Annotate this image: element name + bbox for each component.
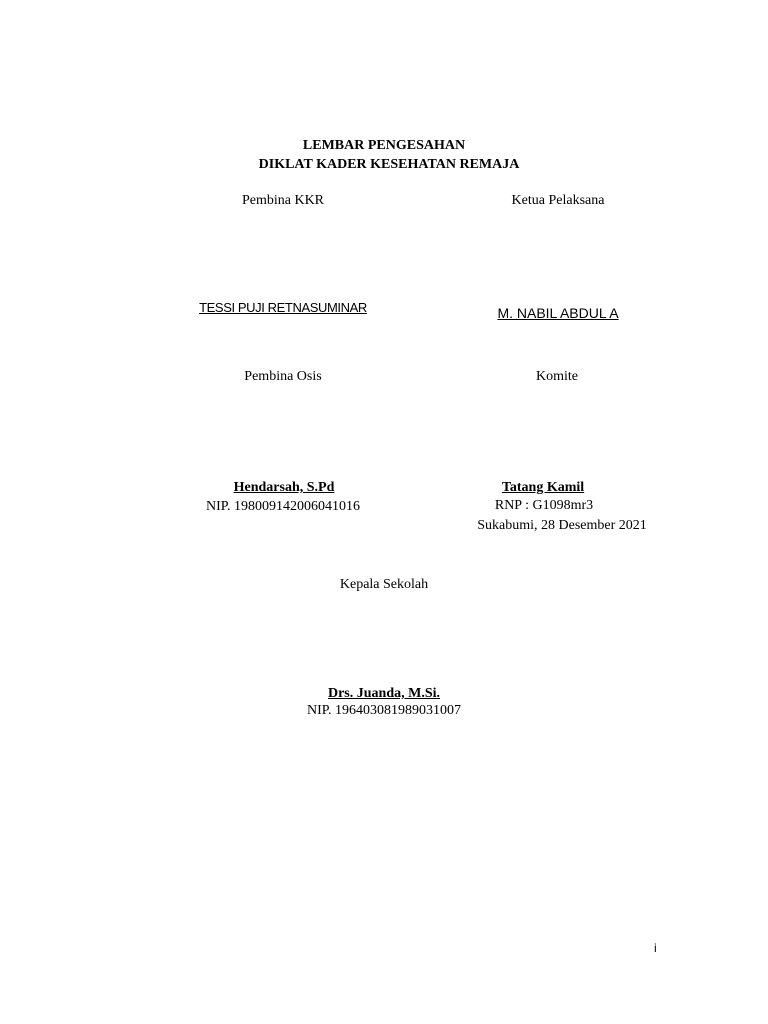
ketua-pelaksana-name: M. NABIL ABDUL A <box>497 305 619 321</box>
kepala-sekolah-role: Kepala Sekolah <box>339 577 429 592</box>
kepala-sekolah-name: Drs. Juanda, M.Si. <box>327 686 441 701</box>
page-number: i <box>654 941 657 955</box>
pembina-osis-nip: NIP. 198009142006041016 <box>205 499 361 514</box>
komite-rnp: RNP : G1098mr3 <box>494 498 594 513</box>
title-line-1: LEMBAR PENGESAHAN <box>302 138 466 153</box>
title-line-2: DIKLAT KADER KESEHATAN REMAJA <box>258 157 520 172</box>
ketua-pelaksana-role: Ketua Pelaksana <box>511 193 605 208</box>
pembina-kkr-name: TESSI PUJI RETNASUMINAR <box>199 300 367 315</box>
pembina-kkr-role: Pembina KKR <box>241 193 325 208</box>
pembina-osis-role: Pembina Osis <box>244 369 322 384</box>
place-date: Sukabumi, 28 Desember 2021 <box>477 518 647 533</box>
komite-role: Komite <box>536 369 578 384</box>
pembina-osis-name: Hendarsah, S.Pd <box>233 480 335 495</box>
kepala-sekolah-nip: NIP. 196403081989031007 <box>306 703 462 718</box>
komite-name: Tatang Kamil <box>501 480 585 495</box>
